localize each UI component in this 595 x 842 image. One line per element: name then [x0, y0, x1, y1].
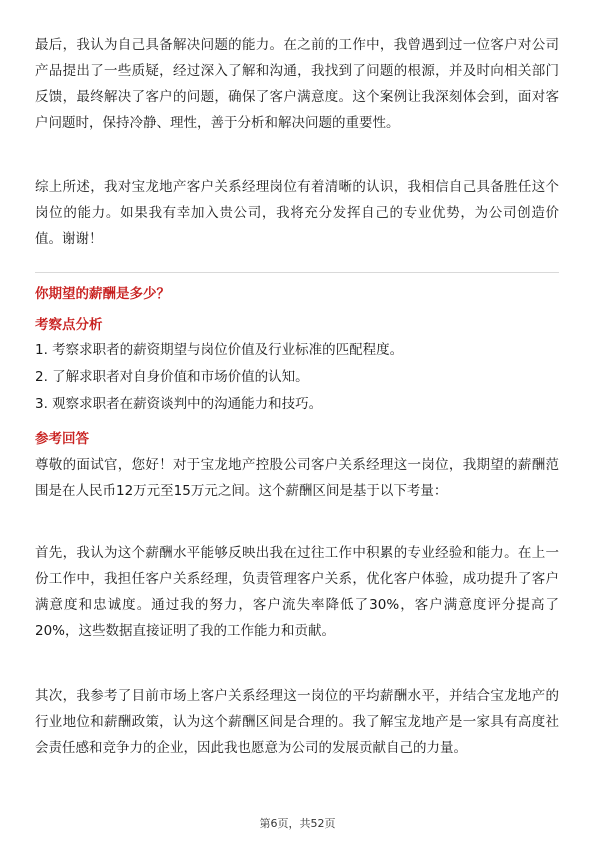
- answer-paragraph: 其次，我参考了目前市场上客户关系经理这一岗位的平均薪酬水平，并结合宝龙地产的行业地位和薪酬政策，认为这个薪酬区间是合理的。我了解宝龙地产是一家具有高度社会责任感和竞争力的企业，因此我也愿意为公司的发展贡献自己的力量。: [35, 688, 559, 756]
- closing-paragraph: 最后，我认为自己具备解决问题的能力。在之前的工作中，我曾遇到过一位客户对公司产品提出了一些质疑，经过深入了解和沟通，我找到了问题的根源，并及时向相关部门反馈，最终解决了客户的问题，确保了客户满意度。这个案例让我深刻体会到，面对客户问题时，保持冷静、理性，善于分析和解决问题的重要性。: [35, 37, 559, 131]
- analysis-item: 2. 了解求职者对自身价值和市场价值的认知。: [35, 369, 309, 385]
- question-heading: 你期望的薪酬是多少？: [35, 286, 170, 302]
- answer-paragraph: 尊敬的面试官，您好！对于宝龙地产控股公司客户关系经理这一岗位，我期望的薪酬范围是在人民币12万元至15万元之间。这个薪酬区间是基于以下考量：: [35, 457, 559, 499]
- analysis-item: 3. 观察求职者在薪资谈判中的沟通能力和技巧。: [35, 396, 323, 412]
- analysis-item: 1. 考察求职者的薪资期望与岗位价值及行业标准的匹配程度。: [35, 342, 404, 358]
- section-divider: [35, 272, 559, 273]
- answer-heading: 参考回答: [35, 431, 89, 447]
- summary-paragraph: 综上所述，我对宝龙地产客户关系经理岗位有着清晰的认识，我相信自己具备胜任这个岗位的能力。如果我有幸加入贵公司，我将充分发挥自己的专业优势，为公司创造价值。谢谢！: [35, 179, 559, 247]
- answer-paragraph: 首先，我认为这个薪酬水平能够反映出我在过往工作中积累的专业经验和能力。在上一份工作中，我担任客户关系经理，负责管理客户关系，优化客户体验，成功提升了客户满意度和忠诚度。通过我的努力，客户流失率降低了30%，客户满意度评分提高了20%，这些数据直接证明了我的工作能力和贡献。: [35, 545, 559, 639]
- page-footer: 第6页，共52页: [259, 817, 336, 830]
- analysis-heading: 考察点分析: [35, 317, 103, 333]
